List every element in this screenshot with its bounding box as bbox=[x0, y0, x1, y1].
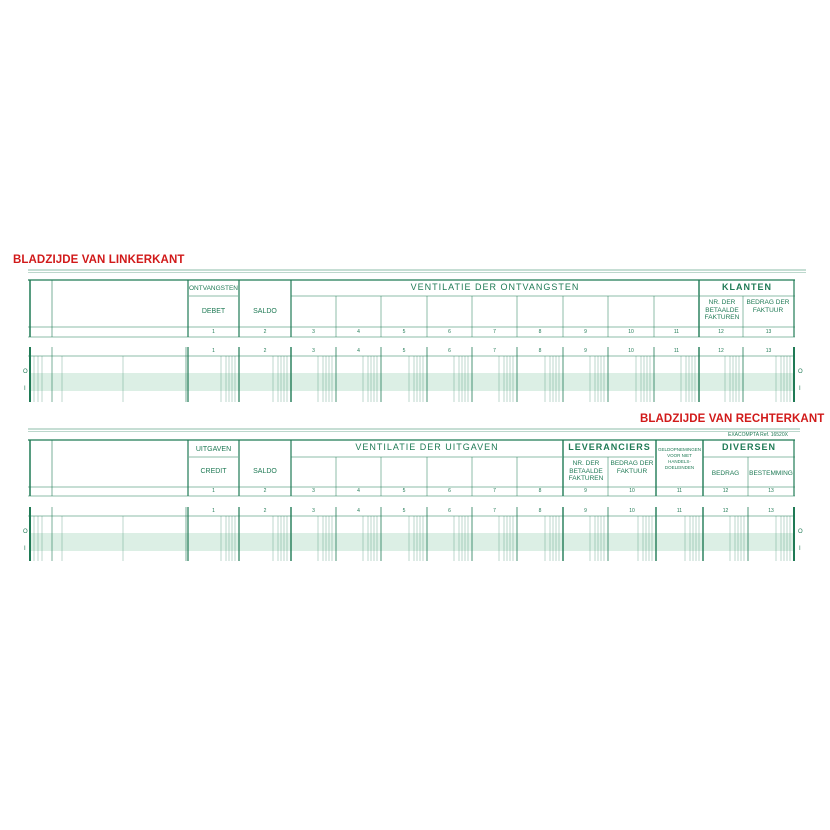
left_page-header-column-number: 6 bbox=[448, 329, 451, 335]
left_page-header-column-number: 11 bbox=[673, 329, 680, 335]
left_page-body-column-number: 2 bbox=[263, 348, 267, 354]
left_page-body-column-number: 7 bbox=[493, 348, 496, 354]
right_page-header-column-number: 2 bbox=[263, 488, 267, 494]
right_page-body-column-number: 3 bbox=[312, 508, 315, 514]
left_page-body-column-number: 9 bbox=[584, 348, 587, 354]
left_page-header-column-number: 13 bbox=[765, 329, 772, 335]
left_page-header-column-number: 1 bbox=[212, 329, 215, 335]
exacompta-reference: EXACOMPTA Ref. 16520X bbox=[728, 432, 788, 438]
left-side-marker-bottom-right: I bbox=[799, 386, 801, 392]
left-side-marker-bottom: I bbox=[24, 386, 26, 392]
left_page-header-column-number: 5 bbox=[402, 329, 406, 335]
left_page-header-column-number: 4 bbox=[357, 329, 360, 335]
right_page-body-column-number: 13 bbox=[768, 508, 774, 514]
left_page-body-column-number: 3 bbox=[312, 348, 315, 354]
right_page-body-column-number: 8 bbox=[538, 508, 542, 514]
left_page-header-column-number: 12 bbox=[718, 329, 724, 335]
right_page-header-column-number: 6 bbox=[448, 488, 451, 494]
right_page-header-column-number: 11 bbox=[676, 488, 683, 494]
right_page-body-column-number: 2 bbox=[263, 508, 267, 514]
left_page-body-column-number: 8 bbox=[538, 348, 542, 354]
right-side-marker-bottom-right: I bbox=[799, 546, 801, 552]
left_page-header-column-number: 10 bbox=[628, 329, 634, 335]
bedrag-label: BEDRAG bbox=[711, 470, 740, 477]
left_page-body-column-number: 12 bbox=[718, 348, 724, 354]
right_page-header-column-number: 12 bbox=[722, 488, 729, 494]
right_page-header-column-number: 5 bbox=[402, 488, 406, 494]
right_page-header-column-number: 3 bbox=[312, 488, 315, 494]
right_page-body-column-number: 6 bbox=[448, 508, 451, 514]
right_page-body-column-number: 11 bbox=[676, 508, 683, 514]
bedrag-faktuur-label: BEDRAG DER FAKTUUR bbox=[746, 299, 790, 314]
right-page-title: BLADZIJDE VAN RECHTERKANT bbox=[640, 413, 825, 425]
right-side-marker-top-right: O bbox=[798, 529, 803, 535]
bedrag-faktuur-right-label: BEDRAG DER FAKTUUR bbox=[610, 460, 654, 475]
left_page-body-column-number: 4 bbox=[357, 348, 360, 354]
left_page-body-column-number: 1 bbox=[212, 348, 215, 354]
left_page-header-column-number: 8 bbox=[538, 329, 542, 335]
left_page-body-column-number: 11 bbox=[673, 348, 680, 354]
right_page-header-column-number: 4 bbox=[357, 488, 360, 494]
ventilatie-ontvangsten-header: VENTILATIE DER ONTVANGSTEN bbox=[410, 282, 580, 292]
geldopnemingen-label: GELDOPNEMINGEN VOOR NIET HANDELS-DOELEINDEN bbox=[657, 447, 701, 470]
right_page-header-column-number: 10 bbox=[629, 488, 635, 494]
right_page-body-column-number: 12 bbox=[722, 508, 729, 514]
left_page-header-column-number: 3 bbox=[312, 329, 315, 335]
left_page-body-column-number: 10 bbox=[628, 348, 634, 354]
nr-betaalde-fakturen-right-label: NR. DER BETAALDE FAKTUREN bbox=[568, 460, 604, 482]
diversen-header: DIVERSEN bbox=[721, 442, 776, 452]
left_page-header-column-number: 9 bbox=[584, 329, 587, 335]
left_page-header-column-number: 2 bbox=[263, 329, 267, 335]
left-side-marker-top: O bbox=[23, 369, 28, 375]
right_page-body-column-number: 7 bbox=[493, 508, 496, 514]
klanten-header: KLANTEN bbox=[722, 282, 772, 292]
right_page-body-column-number: 5 bbox=[402, 508, 406, 514]
left_page-body-column-number: 5 bbox=[402, 348, 406, 354]
right_page-header-column-number: 9 bbox=[584, 488, 587, 494]
col-saldo-label: SALDO bbox=[253, 308, 277, 315]
left_page-body-column-number: 13 bbox=[765, 348, 772, 354]
right_page-body-column-number: 10 bbox=[629, 508, 635, 514]
ventilatie-uitgaven-header: VENTILATIE DER UITGAVEN bbox=[355, 442, 499, 452]
leveranciers-header: LEVERANCIERS bbox=[568, 442, 651, 452]
col-debet-label: DEBET bbox=[201, 308, 226, 315]
left-page-title: BLADZIJDE VAN LINKERKANT bbox=[13, 254, 185, 266]
col-uitgaven-label: UITGAVEN bbox=[195, 446, 232, 453]
right_page-header-column-number: 7 bbox=[493, 488, 496, 494]
nr-betaalde-fakturen-label: NR. DER BETAALDE FAKTUREN bbox=[704, 299, 740, 321]
left_page-header-column-number: 7 bbox=[493, 329, 496, 335]
col-saldo-right-label: SALDO bbox=[253, 468, 277, 475]
right_page-header-column-number: 1 bbox=[212, 488, 215, 494]
right_page-header-column-number: 8 bbox=[538, 488, 542, 494]
left_page-body-column-number: 6 bbox=[448, 348, 451, 354]
left-side-marker-top-right: O bbox=[798, 369, 803, 375]
right_page-body-column-number: 4 bbox=[357, 508, 360, 514]
right_page-header-column-number: 13 bbox=[768, 488, 774, 494]
col-ontvangsten-label: ONTVANGSTEN bbox=[189, 285, 238, 292]
bestemming-label: BESTEMMING bbox=[749, 470, 793, 477]
right_page-body-column-number: 9 bbox=[584, 508, 587, 514]
right-side-marker-bottom: I bbox=[24, 546, 26, 552]
right-side-marker-top: O bbox=[23, 529, 28, 535]
right_page-body-column-number: 1 bbox=[212, 508, 215, 514]
col-credit-label: CREDIT bbox=[200, 468, 227, 475]
